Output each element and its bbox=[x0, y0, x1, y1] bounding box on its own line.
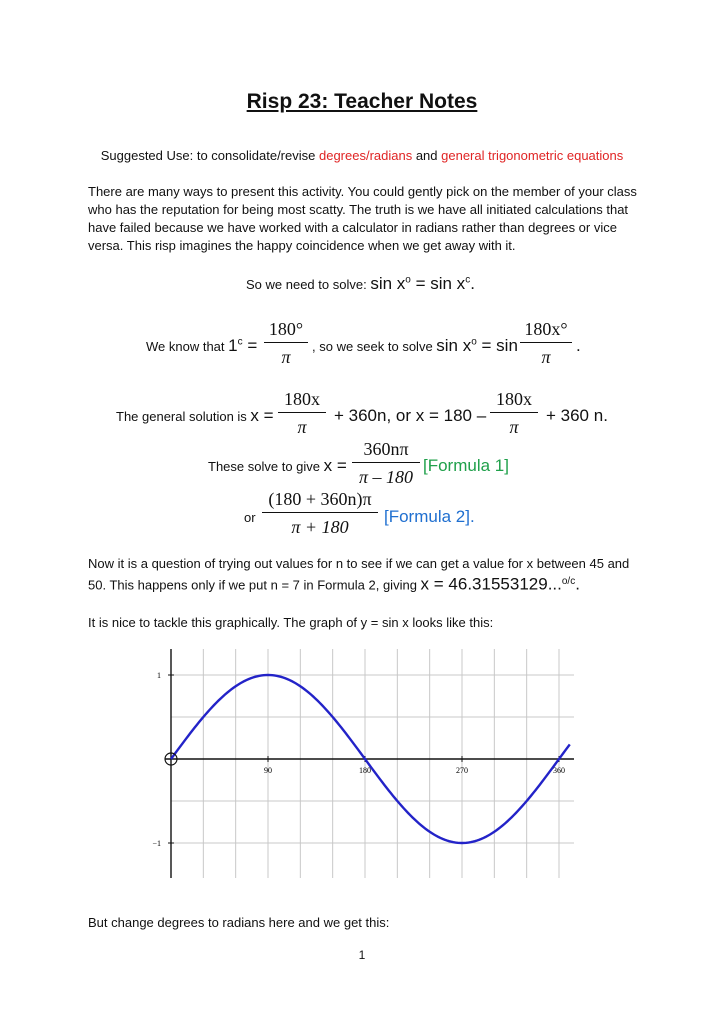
page-title: Risp 23: Teacher Notes bbox=[246, 90, 478, 113]
question-end: . bbox=[575, 574, 580, 594]
solve-sup-b: c bbox=[465, 274, 471, 286]
formula2-fraction bbox=[262, 488, 378, 538]
page-number: 1 bbox=[358, 948, 366, 962]
after-graph-text: But change degrees to radians here and we get this: bbox=[88, 915, 390, 930]
know-eq: = bbox=[242, 336, 258, 355]
solve-end: . bbox=[470, 274, 475, 293]
suggested-use bbox=[0, 148, 724, 163]
y-tick-label: −1 bbox=[152, 839, 161, 848]
formula2-label: [Formula 2]. bbox=[384, 507, 475, 526]
general-end: + 360 n. bbox=[546, 406, 608, 425]
know-end: . bbox=[576, 336, 581, 355]
solve-give-label: These solve to give bbox=[208, 459, 324, 474]
know-sin-a: sin x bbox=[436, 336, 472, 355]
solve-give-left bbox=[208, 456, 347, 476]
question-paragraph bbox=[88, 555, 640, 594]
know-fraction-1 bbox=[264, 318, 308, 368]
know-sin-a-sup: o bbox=[471, 336, 477, 348]
suggested-prefix: Suggested Use: to consolidate/revise bbox=[100, 148, 319, 163]
formula1-den: π – 180 bbox=[358, 467, 414, 487]
question-answer: x = 46.31553129... bbox=[420, 574, 562, 594]
know-sin-b: = sin bbox=[476, 336, 518, 355]
general-fraction-1 bbox=[278, 388, 326, 438]
know-label: We know that bbox=[146, 339, 229, 354]
formula2-num: (180 + 360n)π bbox=[268, 489, 372, 509]
fraction-bar bbox=[352, 462, 420, 463]
know-frac1-num: 180° bbox=[268, 319, 304, 339]
general-frac2-den: π bbox=[509, 417, 519, 437]
know-line-mid bbox=[312, 336, 518, 356]
x-tick-label: 360 bbox=[553, 766, 565, 775]
solve-eq-b: = sin x bbox=[410, 274, 466, 293]
know-fraction-2 bbox=[520, 318, 572, 368]
general-mid: + 360n, or x = 180 – bbox=[334, 406, 487, 425]
question-text: Now it is a question of trying out values for n to see if we can get a value for x between 45 and 50. This happens only if we put n = 7 in Formula 2, giving bbox=[88, 556, 630, 593]
know-one-sup: c bbox=[237, 336, 243, 348]
degrees-radians-link[interactable]: degrees/radians bbox=[318, 148, 413, 163]
y-tick-label: 1 bbox=[157, 671, 161, 680]
fraction-bar bbox=[262, 512, 378, 513]
solve-eq-a: sin x bbox=[370, 274, 406, 293]
x-tick-label: 180 bbox=[359, 766, 371, 775]
x-tick-label: 90 bbox=[264, 766, 272, 775]
general-label: The general solution is bbox=[116, 409, 251, 424]
question-answer-sup: o/c bbox=[561, 576, 576, 587]
general-fraction-2 bbox=[490, 388, 538, 438]
solve-line bbox=[246, 274, 475, 294]
formula1-num: 360nπ bbox=[363, 439, 409, 459]
solve-label: So we need to solve: bbox=[246, 277, 371, 292]
know-frac1-den: π bbox=[281, 347, 291, 367]
x-tick-label: 270 bbox=[456, 766, 468, 775]
know-mid: , so we seek to solve bbox=[312, 339, 437, 354]
sine-graph bbox=[140, 646, 580, 886]
general-x-eq: x = bbox=[250, 406, 274, 425]
formula2-den: π + 180 bbox=[291, 517, 349, 537]
general-frac1-num: 180x bbox=[284, 389, 320, 409]
fraction-bar bbox=[490, 412, 538, 413]
solve-give-x-eq: x = bbox=[323, 456, 347, 475]
intro-paragraph: There are many ways to present this activity. You could gently pick on the member of your class who has the reputation for being most scatty. The truth is we have all initiated calculations that have failed because we have worked with a calculator in radians rather than degrees or vice versa. This risp imagines the happy coincidence when we get away with it. bbox=[88, 184, 637, 253]
or-label: or bbox=[244, 510, 256, 525]
formula1-label: [Formula 1] bbox=[423, 456, 509, 475]
general-frac2-num: 180x bbox=[496, 389, 532, 409]
know-frac2-num: 180x° bbox=[524, 319, 568, 339]
trig-equations-link[interactable]: general trigonometric equations bbox=[441, 148, 624, 163]
know-line-left bbox=[146, 336, 257, 356]
solve-sup-a: o bbox=[405, 274, 411, 286]
suggested-mid: and bbox=[412, 148, 442, 163]
formula1-fraction bbox=[352, 438, 420, 488]
fraction-bar bbox=[278, 412, 326, 413]
know-one: 1 bbox=[228, 336, 238, 355]
general-line-left bbox=[116, 406, 274, 426]
fraction-bar bbox=[520, 342, 572, 343]
general-frac1-den: π bbox=[297, 417, 307, 437]
fraction-bar bbox=[264, 342, 308, 343]
know-frac2-den: π bbox=[541, 347, 551, 367]
graph-intro: It is nice to tackle this graphically. The graph of y = sin x looks like this: bbox=[88, 615, 494, 630]
